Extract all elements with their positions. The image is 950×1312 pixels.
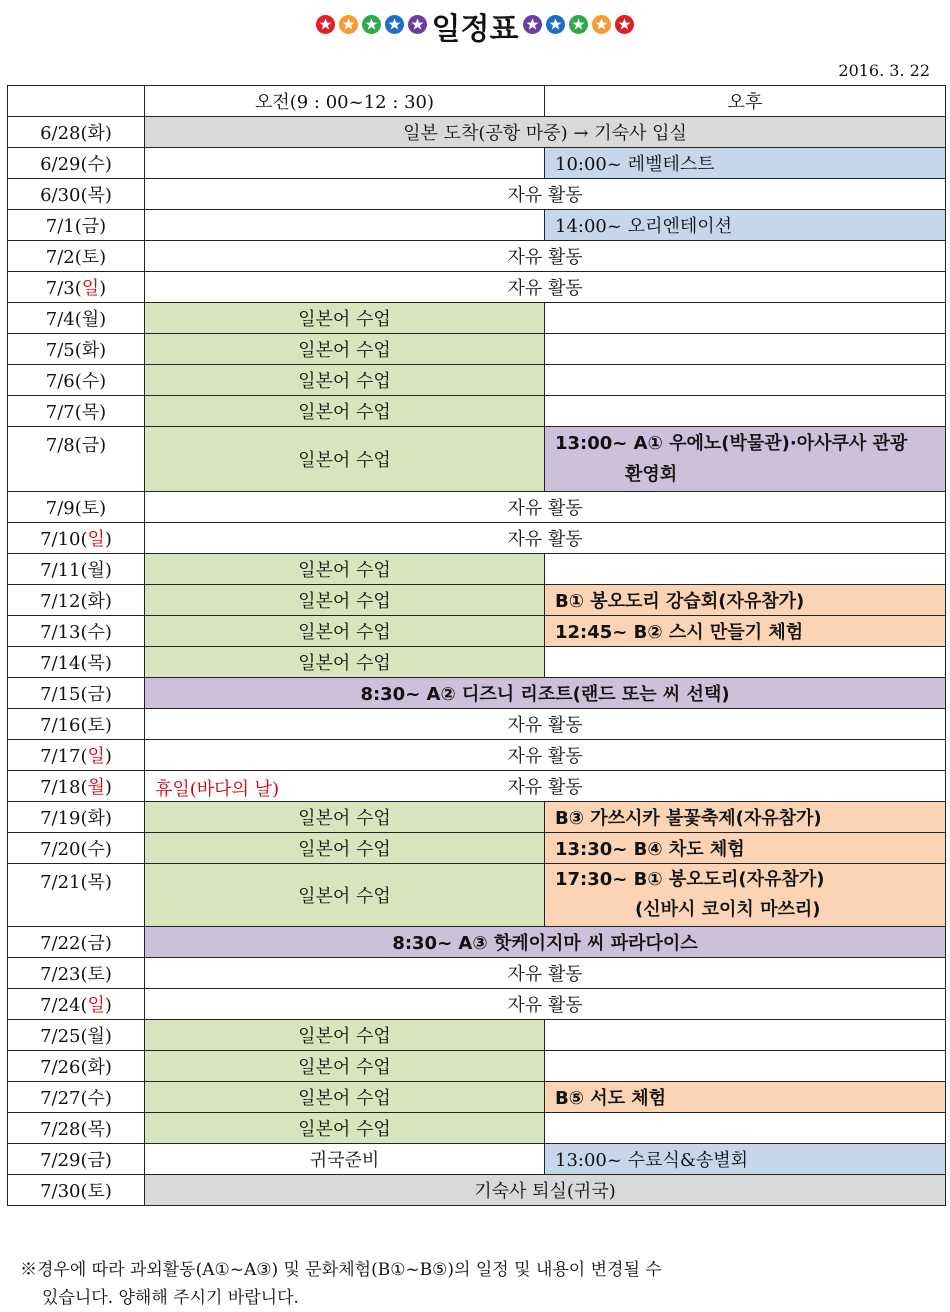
table-row (8, 1144, 946, 1175)
table-row (8, 864, 946, 927)
date-cell: 7/22(금) (8, 927, 145, 958)
star-icon (385, 15, 404, 34)
pm-cell: 17:30~ B① 봉오도리(자유참가) (신바시 코이치 마쓰리) (545, 864, 946, 927)
am-cell: 일본어 수업 (145, 647, 545, 678)
table-row (8, 523, 946, 554)
date-cell: 7/14(목) (8, 647, 145, 678)
table-row (8, 148, 946, 179)
date-cell: 7/18(월) (8, 771, 145, 802)
am-cell: 일본어 수업 (145, 396, 545, 427)
date-cell: 7/27(수) (8, 1082, 145, 1113)
date-cell: 7/19(화) (8, 802, 145, 833)
am-cell: 일본어 수업 (145, 802, 545, 833)
date-cell: 6/28(화) (8, 117, 145, 148)
pm-cell (545, 396, 946, 427)
am-cell: 일본어 수업 (145, 365, 545, 396)
page-title: 일정표 (431, 12, 519, 47)
pm-cell: 13:30~ B④ 차도 체험 (545, 833, 946, 864)
date-cell: 7/21(목) (8, 864, 145, 927)
table-header (8, 86, 946, 117)
schedule-table (7, 85, 946, 1206)
header-date (8, 86, 145, 117)
am-cell: 일본어 수업 (145, 1082, 545, 1113)
date-cell: 7/7(목) (8, 396, 145, 427)
footnote (20, 1256, 920, 1312)
date-cell: 7/10(일) (8, 523, 145, 554)
pm-cell: 10:00~ 레벨테스트 (545, 148, 946, 179)
star-icon (592, 15, 611, 34)
date-cell: 7/24(일) (8, 989, 145, 1020)
pm-cell: 14:00~ 오리엔테이션 (545, 210, 946, 241)
table-row (8, 833, 946, 864)
activity-cell: 자유 활동 (145, 241, 946, 272)
activity-cell: 8:30~ A② 디즈니 리조트(랜드 또는 씨 선택) (145, 678, 946, 709)
date-cell: 7/9(토) (8, 492, 145, 523)
date-cell: 7/6(수) (8, 365, 145, 396)
holiday-label: 휴일(바다의 날) (155, 779, 280, 800)
am-cell: 일본어 수업 (145, 833, 545, 864)
am-cell: 귀국준비 (145, 1144, 545, 1175)
star-icon (339, 15, 358, 34)
star-icon (316, 15, 335, 34)
table-row (8, 958, 946, 989)
table-row (8, 740, 946, 771)
pm-cell (545, 365, 946, 396)
table-row (8, 771, 946, 802)
star-icon (523, 15, 542, 34)
table-row (8, 365, 946, 396)
star-icon (546, 15, 565, 34)
date-cell: 6/30(목) (8, 179, 145, 210)
date-cell: 7/15(금) (8, 678, 145, 709)
activity-cell: 8:30~ A③ 핫케이지마 씨 파라다이스 (145, 927, 946, 958)
table-row (8, 927, 946, 958)
activity-cell: 자유 활동 (145, 989, 946, 1020)
table-row (8, 117, 946, 148)
table-row (8, 427, 946, 492)
pm-cell: B① 봉오도리 강습회(자유참가) (545, 585, 946, 616)
pm-cell: B⑤ 서도 체험 (545, 1082, 946, 1113)
date-cell: 7/4(월) (8, 303, 145, 334)
activity-cell: 기숙사 퇴실(귀국) (145, 1175, 946, 1206)
table-row (8, 179, 946, 210)
table-row (8, 1051, 946, 1082)
footnote-line-1: ※경우에 따라 과외활동(A①~A③) 및 문화체험(B①~B⑤)의 일정 및 내용이 변경될 수 (20, 1260, 662, 1280)
am-cell (145, 210, 545, 241)
date-cell: 7/25(월) (8, 1020, 145, 1051)
am-cell: 일본어 수업 (145, 554, 545, 585)
pm-cell (545, 334, 946, 365)
pm-cell (545, 1051, 946, 1082)
pm-cell (545, 303, 946, 334)
table-row (8, 1020, 946, 1051)
date-cell: 7/16(토) (8, 709, 145, 740)
footnote-line-2: 있습니다. 양해해 주시기 바랍니다. (42, 1288, 299, 1308)
date-cell: 7/23(토) (8, 958, 145, 989)
pm-cell (545, 1020, 946, 1051)
date-cell: 7/28(목) (8, 1113, 145, 1144)
star-icon (569, 15, 588, 34)
pm-cell: 12:45~ B② 스시 만들기 체험 (545, 616, 946, 647)
table-row (8, 802, 946, 833)
table-row (8, 241, 946, 272)
header-am: 오전(9 : 00~12 : 30) (145, 86, 545, 117)
activity-cell: 자유 활동 (145, 740, 946, 771)
table-row (8, 396, 946, 427)
date-cell: 7/3(일) (8, 272, 145, 303)
table-row (8, 554, 946, 585)
date-cell: 7/2(토) (8, 241, 145, 272)
date-cell: 7/8(금) (8, 427, 145, 492)
activity-cell: 자유 활동 (145, 709, 946, 740)
table-row (8, 334, 946, 365)
table-row (8, 647, 946, 678)
am-cell: 일본어 수업 (145, 585, 545, 616)
activity-cell: 일본 도착(공항 마중) → 기숙사 입실 (145, 117, 946, 148)
am-cell: 일본어 수업 (145, 864, 545, 927)
table-row (8, 1175, 946, 1206)
am-cell: 일본어 수업 (145, 427, 545, 492)
date-cell: 7/13(수) (8, 616, 145, 647)
table-row (8, 303, 946, 334)
date-cell: 7/1(금) (8, 210, 145, 241)
table-row (8, 585, 946, 616)
date-cell: 7/12(화) (8, 585, 145, 616)
date-cell: 7/20(수) (8, 833, 145, 864)
am-cell: 일본어 수업 (145, 1113, 545, 1144)
date-cell: 7/17(일) (8, 740, 145, 771)
date-cell: 7/30(토) (8, 1175, 145, 1206)
activity-cell: 자유 활동 (145, 523, 946, 554)
table-row (8, 1113, 946, 1144)
am-cell: 일본어 수업 (145, 303, 545, 334)
pm-cell: 13:00~ 수료식&송별회 (545, 1144, 946, 1175)
title-bar (0, 4, 950, 47)
activity-cell: 휴일(바다의 날) 자유 활동 (145, 771, 946, 802)
date-cell: 7/26(화) (8, 1051, 145, 1082)
table-row (8, 616, 946, 647)
star-icon (362, 15, 381, 34)
activity-cell: 자유 활동 (145, 179, 946, 210)
date-cell: 7/5(화) (8, 334, 145, 365)
activity-cell: 자유 활동 (145, 272, 946, 303)
table-row (8, 989, 946, 1020)
activity-cell: 자유 활동 (145, 492, 946, 523)
table-row (8, 492, 946, 523)
am-cell (145, 148, 545, 179)
pm-cell (545, 647, 946, 678)
am-cell: 일본어 수업 (145, 616, 545, 647)
pm-cell (545, 1113, 946, 1144)
table-row (8, 272, 946, 303)
document-date: 2016. 3. 22 (838, 61, 930, 80)
table-row (8, 709, 946, 740)
activity-cell: 자유 활동 (145, 958, 946, 989)
pm-cell: 13:00~ A① 우에노(박물관)·아사쿠사 관광 환영회 (545, 427, 946, 492)
date-cell: 7/11(월) (8, 554, 145, 585)
star-icon (408, 15, 427, 34)
table-row (8, 1082, 946, 1113)
am-cell: 일본어 수업 (145, 1020, 545, 1051)
date-cell: 7/29(금) (8, 1144, 145, 1175)
table-row (8, 210, 946, 241)
pm-cell (545, 554, 946, 585)
pm-cell: B③ 가쓰시카 불꽃축제(자유참가) (545, 802, 946, 833)
am-cell: 일본어 수업 (145, 1051, 545, 1082)
header-pm: 오후 (545, 86, 946, 117)
table-row (8, 678, 946, 709)
am-cell: 일본어 수업 (145, 334, 545, 365)
date-cell: 6/29(수) (8, 148, 145, 179)
star-icon (615, 15, 634, 34)
